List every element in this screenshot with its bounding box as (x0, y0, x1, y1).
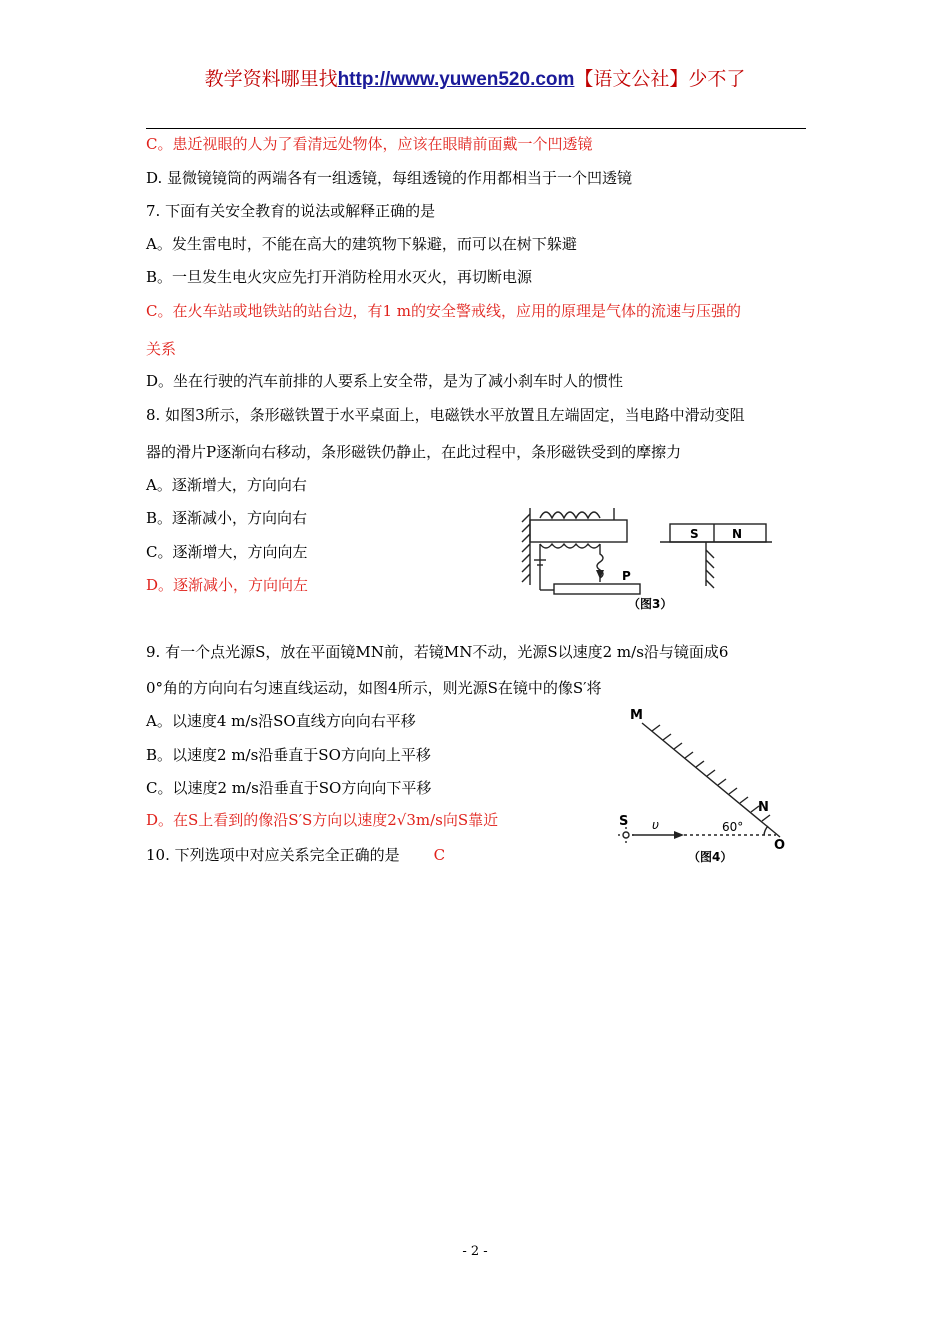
q7-option-c: C。在火车站或地铁站的站台边，有1 m的安全警戒线，应用的原理是气体的流速与压强的 (146, 302, 742, 320)
page-number: - 2 - (462, 1244, 488, 1259)
q9-option-b: B。以速度2 m/s沿垂直于SO方向向上平移 (146, 746, 431, 764)
fig4-label-s: S (619, 814, 629, 829)
header-link[interactable]: http://www.yuwen520.com (337, 69, 575, 90)
q8-option-d: D。逐渐减小，方向向左 (146, 576, 309, 594)
q7-option-a: A。发生雷电时，不能在高大的建筑物下躲避，而可以在树下躲避 (146, 235, 577, 253)
figure-4 (612, 705, 792, 867)
q6-option-c: C。患近视眼的人为了看清远处物体，应该在眼睛前面戴一个凹透镜 (146, 135, 593, 153)
q8-option-c: C。逐渐增大，方向向左 (146, 543, 308, 561)
q6-option-d: D. 显微镜镜筒的两端各有一组透镜，每组透镜的作用都相当于一个凹透镜 (146, 169, 633, 187)
q9-stem: 9. 有一个点光源S，放在平面镜MN前，若镜MN不动，光源S以速度2 m/s沿与镜面成6 (146, 643, 729, 661)
q7-option-d: D。坐在行驶的汽车前排的人要系上安全带，是为了减小刹车时人的惯性 (146, 372, 624, 390)
fig3-slider-label: P (622, 569, 631, 583)
page-header (0, 64, 950, 91)
fig4-label-m: M (630, 708, 643, 723)
fig4-angle-label: 60° (722, 820, 744, 834)
q10-stem (146, 845, 445, 865)
header-suffix: 【语文公社】少不了 (574, 68, 746, 90)
q9-stem-cont: 0°角的方向向右匀速直线运动，如图4所示，则光源S在镜中的像S′将 (146, 679, 602, 697)
fig4-caption: （图4） (688, 850, 733, 864)
q8-stem: 8. 如图3所示，条形磁铁置于水平桌面上，电磁铁水平放置且左端固定，当电路中滑动变阻 (146, 406, 745, 424)
fig4-label-o: O (774, 838, 786, 853)
q8-option-b: B。逐渐减小，方向向右 (146, 509, 308, 527)
figure-3 (510, 500, 780, 615)
fig4-label-n: N (758, 800, 769, 815)
header-rule (146, 128, 806, 129)
q7-stem: 7. 下面有关安全教育的说法或解释正确的是 (146, 202, 436, 220)
fig4-velocity-label: υ (652, 818, 659, 832)
q10-stem-text: 10. 下列选项中对应关系完全正确的是 (146, 846, 400, 864)
q8-stem-cont: 器的滑片P逐渐向右移动，条形磁铁仍静止，在此过程中，条形磁铁受到的摩擦力 (146, 443, 682, 461)
q10-answer: C (433, 846, 446, 864)
q9-option-d: D。在S上看到的像沿S′S方向以速度2√3m/s向S靠近 (146, 811, 499, 829)
q9-option-c: C。以速度2 m/s沿垂直于SO方向向下平移 (146, 779, 432, 797)
q7-option-b: B。一旦发生电火灾应先打开消防栓用水灭火，再切断电源 (146, 268, 533, 286)
q7-option-c-cont: 关系 (146, 340, 177, 358)
fig3-magnet-s: S (690, 527, 699, 541)
q9-option-a: A。以速度4 m/s沿SO直线方向向右平移 (146, 712, 416, 730)
fig3-caption: （图3） (628, 597, 673, 611)
header-prefix: 教学资料哪里找 (204, 68, 338, 90)
q8-option-a: A。逐渐增大，方向向右 (146, 476, 307, 494)
fig3-magnet-n: N (732, 527, 743, 541)
